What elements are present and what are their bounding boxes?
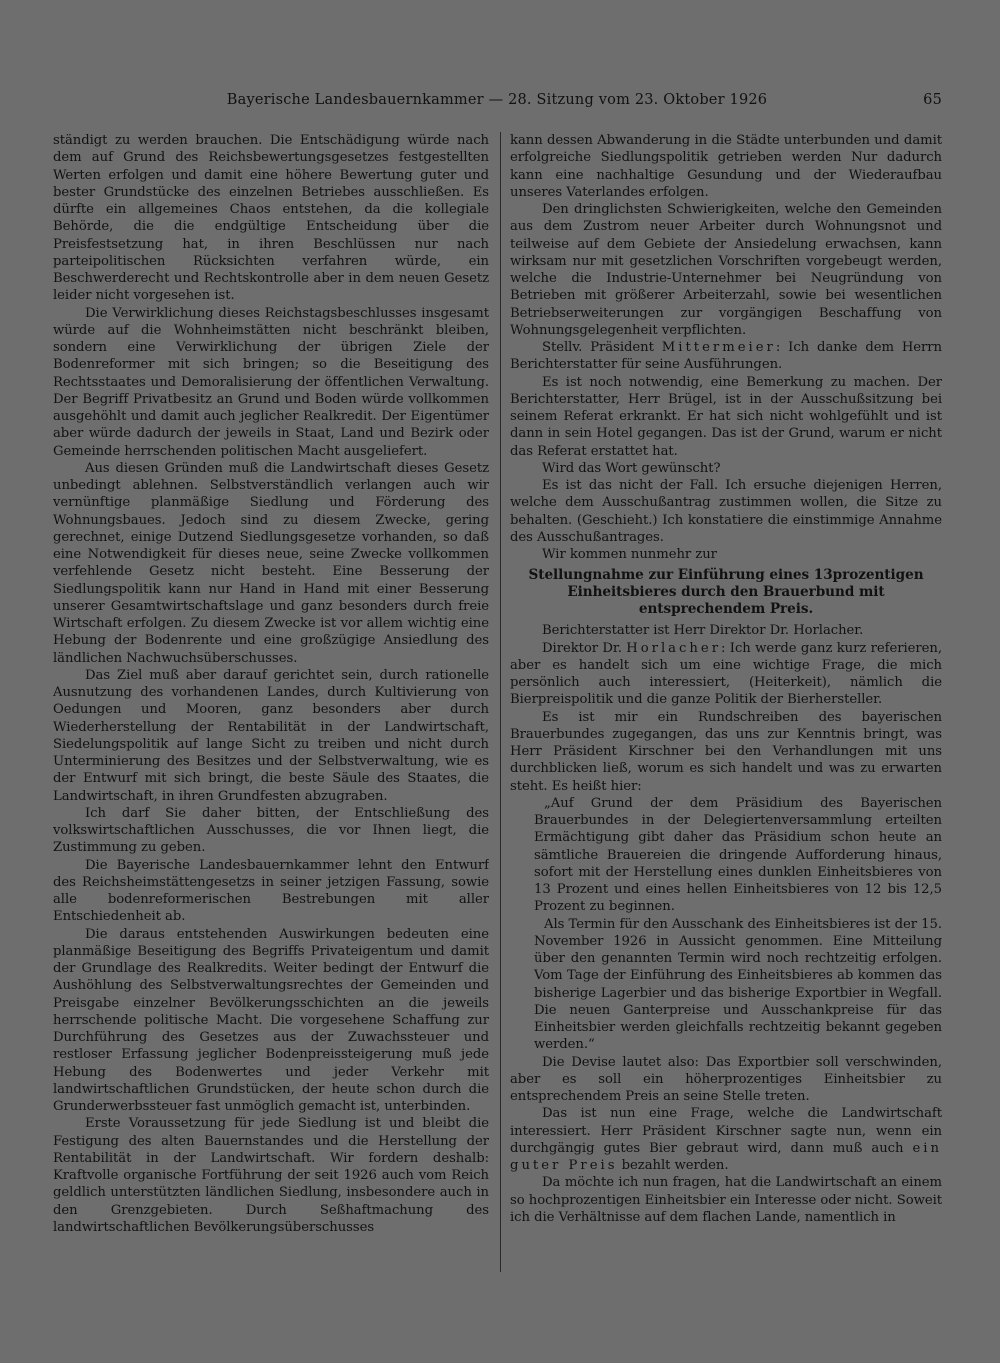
spaced-emphasis: ein guter Preis — [510, 1140, 942, 1173]
speaker-title: Stellv. Präsident — [542, 340, 662, 355]
paragraph: Es ist mir ein Rundschreiben des bayerischen Brauerbundes zugegangen, das uns zur Kenntnis bringt, was Herr Präsident Kirschner bei den Verhandlungen mit uns durchblicken ließ, worum es sich handelt und was zu erwarten steht. Es heißt hier: — [510, 709, 942, 794]
speech-text: : Ich werde ganz kurz referieren, aber es handelt sich um eine wichtige Frage, die mich persönlich auch interessiert, (Heiterkeit), nämlich die Bierpreispolitik und die ganze Politik der Bierhersteller. — [510, 640, 942, 708]
paragraph: Ich darf Sie daher bitten, der Entschließung des volkswirtschaftlichen Ausschusses, die vor Ihnen liegt, die Zustimmung zu geben. — [53, 805, 489, 856]
right-column — [510, 132, 942, 1342]
resolution-paragraph: Die daraus entstehenden Auswirkungen bedeuten eine planmäßige Beseitigung des Begriffs Privateigentum und damit der Grundlage des Realkredits. Weiter bedingt der Entwurf die Aushöhlung des Selbstverwaltungsrechtes der Gemeinden und Preisgabe einzelner Bevölkerungsschichten an die jeweils herrschende politische Macht. Die vorgesehene Schaffung zur Durchführung des Gesetzes aus der Zuwachssteuer und restloser Erfassung jeglicher Bodenpreissteigerung muß jede Hebung des Bodenwertes und jeder Verkehr mit landwirtschaftlichen Grundstücken, der heute schon durch die Grunderwerbssteuer fast unmöglich gemacht ist, unterbinden. — [53, 926, 489, 1114]
paragraph — [510, 1105, 942, 1174]
resolution-paragraph: Die Bayerische Landesbauernkammer lehnt den Entwurf des Reichsheimstättengesetzs in seiner jetzigen Fassung, sowie alle bodenreformerischen Bestrebungen mit aller Entschiedenheit ab. — [53, 857, 489, 925]
paragraph: Berichterstatter ist Herr Direktor Dr. Horlacher. — [542, 623, 864, 639]
paragraph: kann dessen Abwanderung in die Städte unterbunden und damit erfolgreiche Siedlungspolitik getrieben werden Nur dadurch kann eine nachhaltige Gesundung und der Wiederaufbau unseres Vaterlandes erfolgen. — [510, 133, 942, 200]
speaker-name: Mittermeier — [661, 340, 776, 355]
resolution-paragraph: Erste Voraussetzung für jede Siedlung ist und bleibt die Festigung des alten Bauernstandes und die Herstellung der Rentabilität in der Landwirtschaft. Wir fordern deshalb: Kraftvolle organische Fortführung der seit 1926 auch vom Reich geldlich unterstützten ländlichen Siedlung, insbesondere auch in den Grenzgebieten. Durch Seßhaftmachung des landwirtschaftlichen Bevölkerungsüberschusses — [53, 1116, 489, 1235]
text-run: Das ist nun eine Frage, welche die Landwirtschaft interessiert. Herr Präsident Kirschner sagte nun, wenn ein durchgängig gutes Bier gebraut wird, dann muß auch — [510, 1106, 942, 1156]
paragraph: Es ist noch notwendig, eine Bemerkung zu machen. Der Berichterstatter, Herr Brügel, ist in der Ausschußsitzung bei seinem Referat erkrankt. Er hat sich nicht wohlgefühlt und ist dann in sein Hotel gegangen. Das ist der Grund, warum er nicht das Referat erstattet hat. — [510, 374, 942, 459]
page-number: 65 — [923, 92, 942, 108]
paragraph: Es ist das nicht der Fall. Ich ersuche diejenigen Herren, welche dem Ausschußantrag zustimmen wollen, die Sitze zu behalten. (Geschieht.) Ich konstatiere die einstimmige Annahme des Ausschußantrages. — [510, 478, 942, 545]
running-header — [52, 92, 942, 112]
speaker-title: Direktor Dr. — [542, 640, 627, 656]
column-divider — [500, 132, 501, 1272]
speaker-paragraph — [510, 640, 942, 709]
paragraph: Den dringlichsten Schwierigkeiten, welche den Gemeinden aus dem Zustrom neuer Arbeiter durch Wohnungsnot und teilweise auf dem Gebiete der Ansiedelung erwachsen, kann wirksam nur mit gesetzlichen Vorschriften vorgebeugt werden, welche die Industrie-Unternehmer bei Neugründung von Betrieben mit größerer Arbeiterzahl, sowie bei wesentlichen Betriebserweiterungen zur vorgängigen Beschaffung von Wohnungsgelegenheit verpflichten. — [510, 202, 942, 338]
quoted-paragraph: Als Termin für den Ausschank des Einheitsbieres ist der 15. November 1926 in Aussicht genommen. Eine Mitteilung über den genannten Termin wird noch rechtzeitig erfolgen. Vom Tage der Einführung des Einheitsbieres ab kommen das bisherige Lagerbier und das bisherige Exportbier in Wegfall. Die neuen Ganterpreise und Ausschankpreise für das Einheitsbier werden gleichfalls rechtzeitig bekannt gegeben werden.“ — [534, 916, 942, 1053]
text-run: bezahlt werden. — [617, 1158, 729, 1173]
paragraph: Aus diesen Gründen muß die Landwirtschaft dieses Gesetz unbedingt ablehnen. Selbstverständlich verlangen auch wir vernünftige planmäßige Siedlung und Förderung des Wohnungsbaues. Jedoch sind zu diesem Zwecke, gering gerechnet, einige Dutzend Siedlungsgesetze vorhanden, so daß eine Notwendigkeit für dieses neue, seine Zwecke vollkommen verfehlende Gesetz nicht besteht. Eine Besserung der Siedlungspolitik kann nur Hand in Hand mit einer Besserung unserer Gesamtwirtschaftslage und ganz besonders durch freie Wirtschaft erfolgen. Zu diesem Zwecke ist vor allem wichtig eine Hebung der Bodenrente und eine großzügige Ansiedlung des ländlichen Nachwuchsüberschusses. — [53, 460, 489, 666]
paragraph: Da möchte ich nun fragen, hat die Landwirtschaft an einem so hochprozentigen Einheitsbier ein Interesse oder nicht. Soweit ich die Verhältnisse auf dem flachen Lande, namentlich in — [510, 1175, 942, 1225]
speech-text: : Ich danke dem Herrn Berichterstatter für seine Ausführungen. — [510, 340, 942, 373]
paragraph: Die Devise lautet also: Das Exportbier soll verschwinden, aber es soll ein höherprozentiges Einheitsbier zu entsprechendem Preis an seine Stelle treten. — [510, 1054, 942, 1104]
speaker-paragraph — [510, 339, 942, 374]
section-heading: Stellungnahme zur Einführung eines 13prozentigen Einheitsbieres durch den Brauerbund mit entsprechendem Preis. — [528, 567, 924, 618]
quoted-paragraph: „Auf Grund der dem Präsidium des Bayerischen Brauerbundes in der Delegiertenversammlung erteilten Ermächtigung gibt daher das Präsidium schon heute an sämtliche Brauereien die dringende Aufforderung hinaus, sofort mit der Herstellung eines dunklen Einheitsbieres von 13 Prozent und eines hellen Einheitsbieres von 12 bis 12,5 Prozent zu beginnen. — [534, 795, 942, 915]
paragraph: Wir kommen nunmehr zur — [542, 547, 717, 562]
speaker-name: Horlacher — [626, 640, 722, 656]
header-title: Bayerische Landesbauernkammer — 28. Sitzung vom 23. Oktober 1926 — [226, 92, 768, 108]
paragraph: Das Ziel muß aber darauf gerichtet sein, durch rationelle Ausnutzung des vorhandenen Landes, durch Kultivierung von Oedungen und Mooren, ganz besonders aber durch Wiederherstellung der Rentabilität in der Landwirtschaft, Siedelungspolitik auf lange Sicht zu treiben und nicht durch Unterminierung des Besitzes und der Selbstverwaltung, wie es der Entwurf mit sich bringt, die beste Säule des Staates, die Landwirtschaft, in ihren Grundfesten abzugraben. — [53, 667, 489, 804]
paragraph: Wird das Wort gewünscht? — [542, 460, 721, 476]
left-column — [53, 132, 489, 1342]
paragraph: ständigt zu werden brauchen. Die Entschädigung würde nach dem auf Grund des Reichsbewertungsgesetzes festgestellten Werten erfolgen und damit eine höhere Bewertung guter und bester Grundstücke des einzelnen Betriebes ausschließen. Es dürfte ein allgemeines Chaos entstehen, da die kollegiale Behörde, die die endgültige Entscheidung über die Preisfestsetzung hat, in ihren Beschlüssen nur nach parteipolitischen Rücksichten verfahren würde, ein Beschwerderecht und Rechtskontrolle aber in dem neuen Gesetz leider nicht vorgesehen ist. — [53, 133, 489, 304]
paragraph: Die Verwirklichung dieses Reichstagsbeschlusses insgesamt würde auf die Wohnheimstätten nicht beschränkt bleiben, sondern eine Verwirklichung der übrigen Ziele der Bodenreformer mit sich bringen; so die Beseitigung des Rechtsstaates und Demoralisierung der öffentlichen Verwaltung. Der Begriff Privatbesitz an Grund und Boden würde vollkommen ausgehöhlt und damit auch jeglicher Realkredit. Der Eigentümer aber würde dadurch der jeweils in Staat, Land und Bezirk oder Gemeinde herrschenden politischen Macht ausgeliefert. — [53, 305, 489, 459]
